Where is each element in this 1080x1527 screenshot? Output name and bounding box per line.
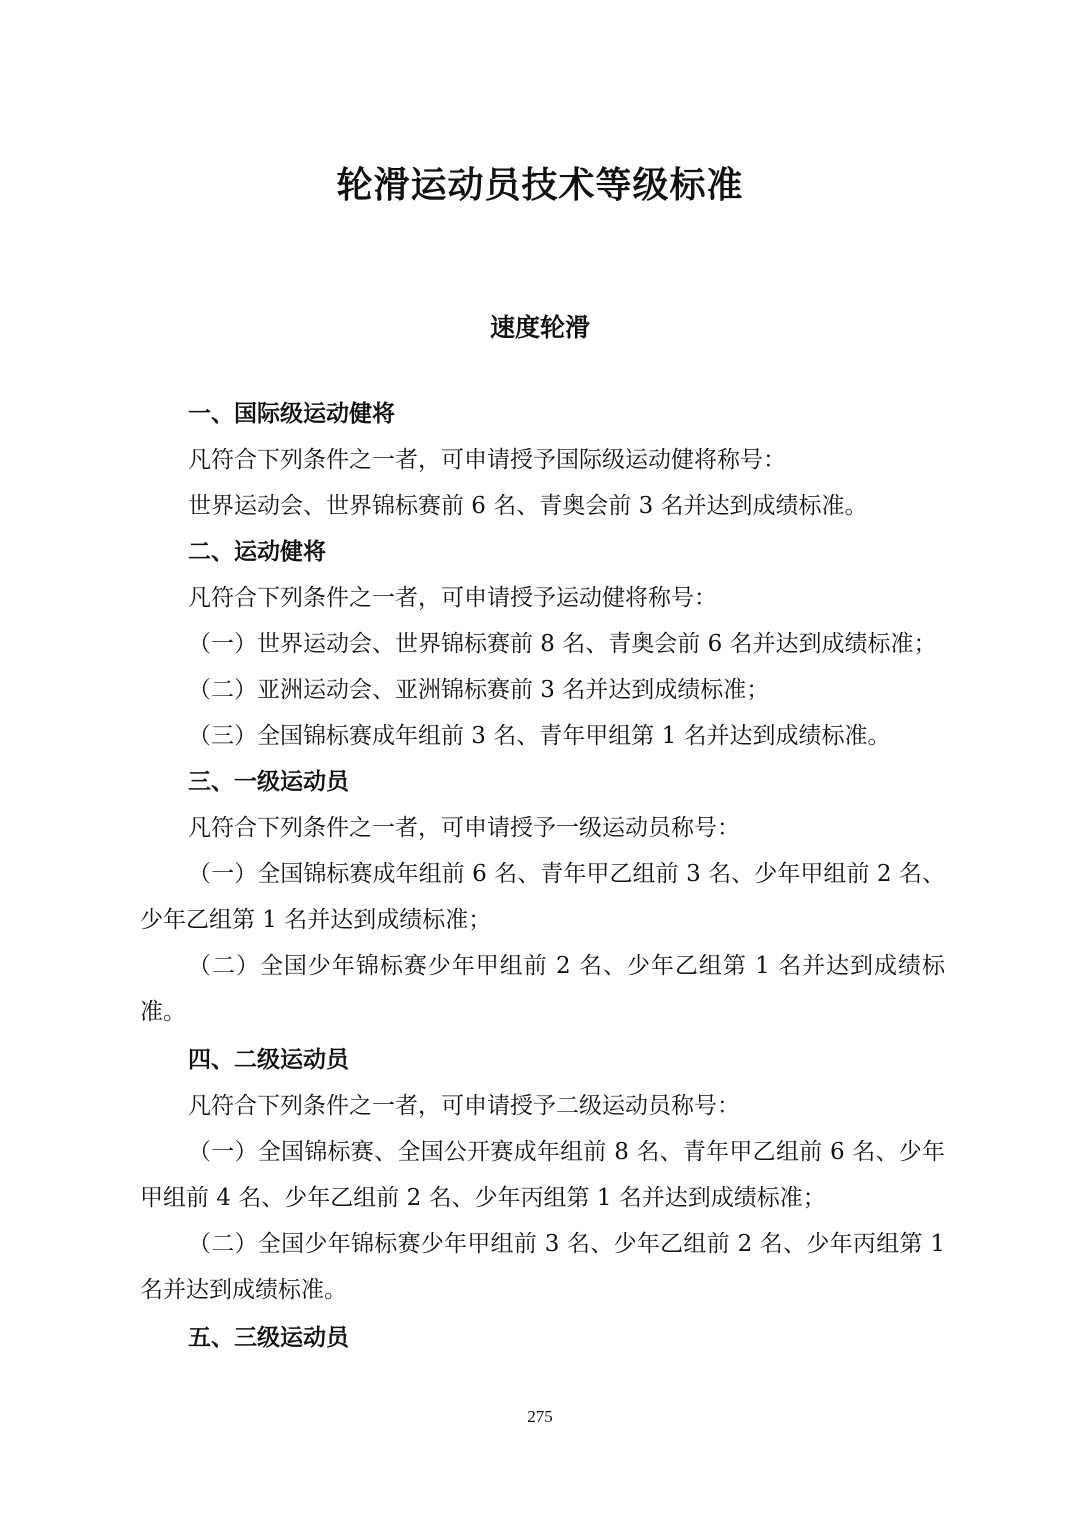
heading-third-class: 五、三级运动员 xyxy=(188,1325,349,1351)
paragraph-line: （二）亚洲运动会、亚洲锦标赛前 3 名并达到成绩标准； xyxy=(188,677,770,703)
heading-second-class: 四、二级运动员 xyxy=(188,1047,349,1073)
heading-master: 二、运动健将 xyxy=(188,539,326,565)
document-title: 轮滑运动员技术等级标准 xyxy=(336,165,744,206)
heading-international-master: 一、国际级运动健将 xyxy=(188,401,395,427)
heading-first-class: 三、一级运动员 xyxy=(188,769,349,795)
paragraph-line: （一）世界运动会、世界锦标赛前 8 名、青奥会前 6 名并达到成绩标准； xyxy=(188,631,937,657)
paragraph-line: （一）全国锦标赛成年组前 6 名、青年甲乙组前 3 名、少年甲组前 2 名、少年乙组第 1 名并达到成绩标准； xyxy=(140,861,945,933)
paragraph-line: 凡符合下列条件之一者，可申请授予国际级运动健将称号： xyxy=(188,447,786,473)
paragraph-line: 世界运动会、世界锦标赛前 6 名、青奥会前 3 名并达到成绩标准。 xyxy=(188,493,868,519)
section-title: 速度轮滑 xyxy=(489,313,590,342)
paragraph-line: 凡符合下列条件之一者，可申请授予运动健将称号： xyxy=(188,585,717,611)
paragraph-line: （二）全国少年锦标赛少年甲组前 3 名、少年乙组前 2 名、少年丙组第 1 名并达到成绩标准。 xyxy=(140,1231,945,1303)
paragraph-line: 凡符合下列条件之一者，可申请授予二级运动员称号： xyxy=(188,1093,740,1119)
document-body xyxy=(140,391,945,1361)
paragraph-line: （三）全国锦标赛成年组前 3 名、青年甲组第 1 名并达到成绩标准。 xyxy=(188,723,891,749)
paragraph-line: （一）全国锦标赛、全国公开赛成年组前 8 名、青年甲乙组前 6 名、少年甲组前 4 名、少年乙组前 2 名、少年丙组第 1 名并达到成绩标准； xyxy=(140,1139,945,1211)
page-number: 275 xyxy=(527,1407,553,1426)
paragraph-line: （二）全国少年锦标赛少年甲组前 2 名、少年乙组第 1 名并达到成绩标准。 xyxy=(140,953,945,1025)
paragraph-line: 凡符合下列条件之一者，可申请授予一级运动员称号： xyxy=(188,815,740,841)
